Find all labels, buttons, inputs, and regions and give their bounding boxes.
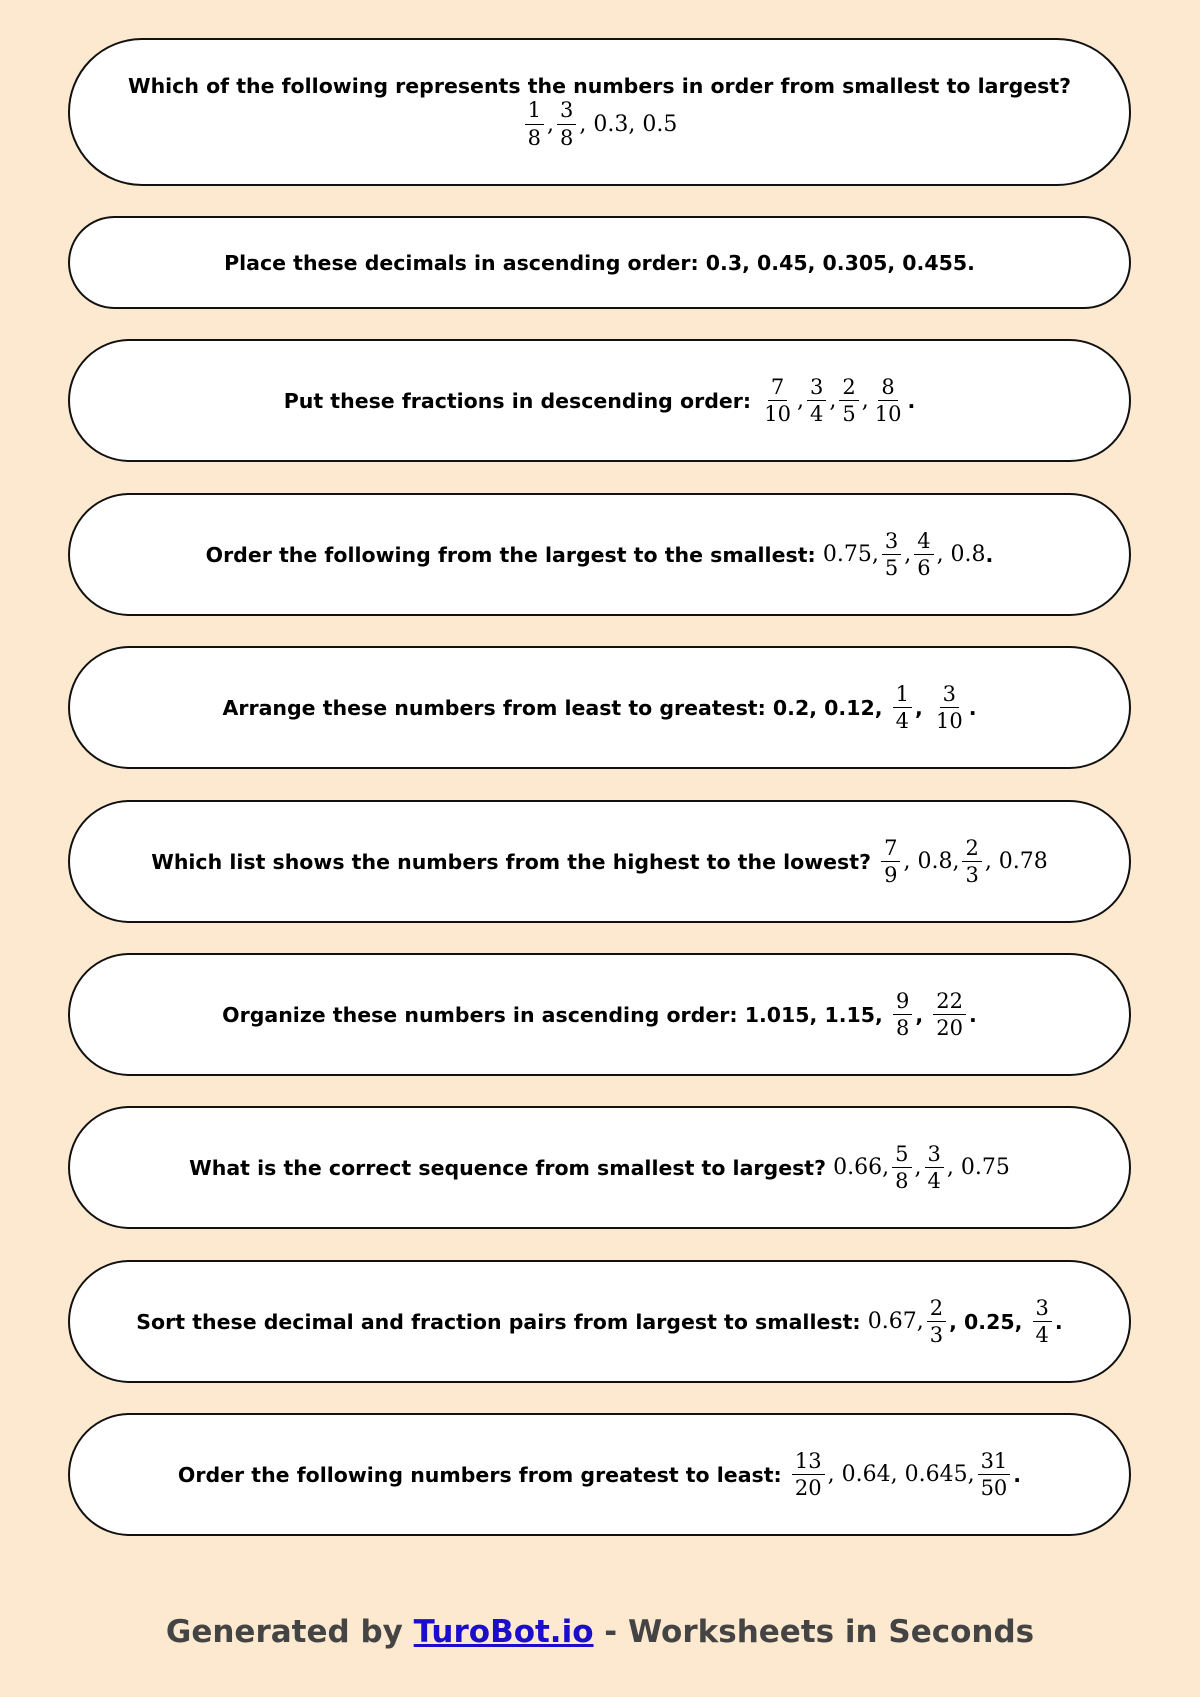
question-card-9	[68, 1260, 1131, 1383]
math-text: , 0.64, 0.645,	[827, 1462, 975, 1487]
punctuation-text: .	[985, 542, 994, 567]
math-text: , 0.75	[946, 1155, 1010, 1180]
fraction	[892, 1142, 911, 1193]
question-math	[878, 836, 1048, 887]
fraction	[792, 1449, 825, 1500]
numerator: 2	[839, 375, 858, 401]
math-text: , 0.3, 0.5	[579, 111, 678, 137]
question-math	[758, 375, 915, 426]
denominator: 20	[794, 1476, 822, 1500]
fraction	[925, 1142, 944, 1193]
math-text: , 0.78	[984, 849, 1048, 874]
math-text: ,	[829, 388, 837, 413]
denominator: 4	[895, 709, 910, 733]
question-math	[890, 682, 977, 733]
question-card-1	[68, 38, 1131, 186]
numerator: 5	[892, 1142, 911, 1168]
math-text: , 0.8	[936, 542, 986, 567]
math-text: ,	[796, 388, 804, 413]
fraction	[933, 989, 966, 1040]
numerator: 13	[792, 1449, 825, 1475]
question-card-2	[68, 216, 1131, 309]
numerator: 22	[933, 989, 966, 1015]
question-card-5	[68, 646, 1131, 769]
denominator: 20	[936, 1016, 964, 1040]
question-math	[833, 1142, 1010, 1193]
numerator: 4	[914, 529, 933, 555]
fraction	[1033, 1296, 1052, 1347]
numerator: 1	[525, 98, 544, 124]
question-card-7	[68, 953, 1131, 1076]
question-card-3	[68, 339, 1131, 462]
question-text: Which of the following represents the numbers in order from smallest to largest?	[127, 74, 1072, 99]
footer-prefix: Generated by	[165, 1614, 414, 1650]
footer-credit	[0, 1614, 1200, 1650]
numerator: 7	[881, 836, 900, 862]
numerator: 3	[925, 1142, 944, 1168]
denominator: 10	[874, 402, 902, 426]
punctuation-text: , 0.25,	[949, 1309, 1030, 1334]
numerator: 8	[878, 375, 897, 401]
denominator: 4	[927, 1169, 941, 1193]
numerator: 3	[882, 529, 901, 555]
punctuation-text: ,	[915, 1002, 931, 1027]
math-text: ,	[861, 388, 869, 413]
question-math	[868, 1296, 1063, 1347]
math-text: , 0.8,	[903, 849, 960, 874]
math-text: ,	[914, 1155, 922, 1180]
denominator: 6	[917, 556, 931, 580]
denominator: 3	[929, 1323, 944, 1347]
punctuation-text: .	[1013, 1462, 1022, 1487]
denominator: 3	[965, 863, 979, 887]
fraction	[557, 98, 576, 149]
fraction	[807, 375, 826, 426]
question-text: Put these fractions in descending order:	[283, 388, 759, 413]
denominator: 9	[884, 863, 898, 887]
fraction	[914, 529, 933, 580]
numerator: 3	[807, 375, 826, 401]
fraction	[882, 529, 901, 580]
punctuation-text: ,	[915, 695, 930, 720]
denominator: 8	[560, 125, 574, 150]
question-text: Order the following numbers from greatest to least:	[177, 1462, 789, 1487]
numerator: 7	[768, 375, 787, 401]
denominator: 4	[809, 402, 824, 426]
denominator: 4	[1035, 1323, 1049, 1347]
fraction	[525, 98, 544, 149]
question-card-8	[68, 1106, 1131, 1229]
fraction	[978, 1449, 1011, 1500]
fraction	[962, 836, 981, 887]
question-text: Sort these decimal and fraction pairs from largest to smallest:	[136, 1309, 868, 1334]
question-math	[522, 98, 678, 149]
question-text: Organize these numbers in ascending order: 1.015, 1.15,	[222, 1002, 890, 1027]
question-text: Arrange these numbers from least to greatest: 0.2, 0.12,	[222, 695, 890, 720]
turobot-link[interactable]: TuroBot.io	[413, 1614, 594, 1650]
math-text: ,	[547, 111, 555, 137]
fraction	[839, 375, 858, 426]
question-text: Order the following from the largest to the smallest:	[205, 542, 823, 567]
punctuation-text: .	[969, 1002, 977, 1027]
denominator: 10	[935, 709, 963, 733]
numerator: 1	[893, 682, 912, 708]
numerator: 31	[978, 1449, 1011, 1475]
question-math	[823, 529, 994, 580]
denominator: 5	[842, 402, 856, 426]
math-text: 0.66,	[833, 1155, 890, 1180]
denominator: 10	[764, 402, 791, 426]
denominator: 5	[884, 556, 899, 580]
question-text: Place these decimals in ascending order: 0.3, 0.45, 0.305, 0.455.	[224, 250, 975, 275]
question-card-10	[68, 1413, 1131, 1536]
denominator: 8	[527, 125, 542, 150]
punctuation-text: .	[1054, 1309, 1063, 1334]
question-card-4	[68, 493, 1131, 616]
question-math	[890, 989, 977, 1040]
question-card-6	[68, 800, 1131, 923]
fraction	[933, 682, 966, 733]
math-text: ,	[904, 542, 912, 567]
denominator: 8	[895, 1169, 909, 1193]
numerator: 3	[557, 98, 576, 124]
footer-suffix: - Worksheets in Seconds	[593, 1614, 1035, 1650]
numerator: 2	[962, 836, 981, 862]
math-text: 0.67,	[867, 1309, 924, 1334]
question-text: Which list shows the numbers from the highest to the lowest?	[151, 849, 879, 874]
question-text: What is the correct sequence from smallest to largest?	[189, 1155, 834, 1180]
fraction	[881, 836, 900, 887]
numerator: 9	[893, 989, 912, 1015]
math-text: 0.75,	[822, 542, 879, 567]
fraction	[761, 375, 794, 426]
numerator: 3	[1033, 1296, 1052, 1322]
punctuation-text: .	[907, 388, 916, 413]
numerator: 3	[940, 682, 959, 708]
fraction	[893, 682, 912, 733]
fraction	[927, 1296, 946, 1347]
punctuation-text: .	[968, 695, 977, 720]
question-math	[789, 1449, 1021, 1500]
numerator: 2	[927, 1296, 946, 1322]
fraction	[893, 989, 912, 1040]
denominator: 8	[895, 1016, 910, 1040]
fraction	[872, 375, 905, 426]
denominator: 50	[980, 1476, 1008, 1500]
